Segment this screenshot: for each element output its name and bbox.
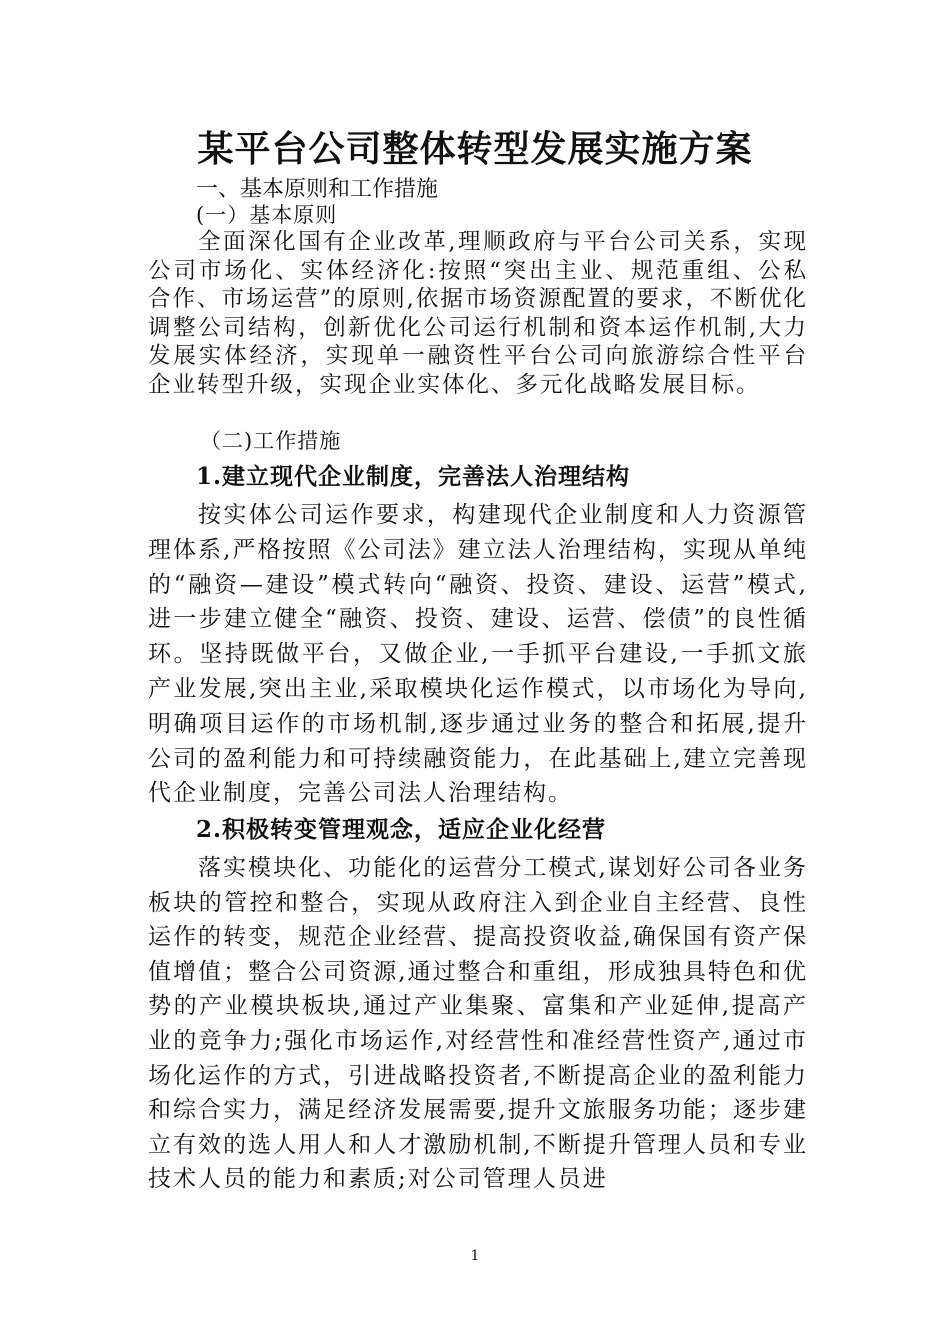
section-heading-principles-measures: 一、基本原则和工作措施 (196, 177, 439, 202)
subsection-heading-basic-principles: (一）基本原则 (196, 203, 338, 227)
paragraph-basic-principles: 全面深化国有企业改革,理顺政府与平台公司关系，实现公司市场化、实体经济化:按照“突出主业、规范重组、公私合作、市场运营”的原则,依据市场资源配置的要求，不断优化调整公司结构，创新优化公司运行机制和资本运作机制,大力发展实体经济，实现单一融资性平台公司向旅游综合性平台企业转型升级，实现企业实体化、多元化战略发展目标。 (148, 229, 808, 398)
paragraph-management-concept: 落实模块化、功能化的运营分工模式,谋划好公司各业务板块的管控和整合，实现从政府注入到企业自主经营、良性运作的转变，规范企业经营、提高投资收益,确保国有资产保值增值；整合公司资源,通过整合和重组，形成独具特色和优势的产业模块板块,通过产业集聚、富集和产业延伸,提高产业的竞争力;强化市场运作,对经营性和准经营性资产,通过市场化运作的方式，引进战略投资者,不断提高企业的盈利能力和综合实力，满足经济发展需要,提升文旅服务功能；逐步建立有效的选人用人和人才激励机制,不断提升管理人员和专业技术人员的能力和素质;对公司管理人员进 (148, 855, 808, 1193)
page-number: 1 (470, 1248, 480, 1264)
subsection-heading-work-measures: （二)工作措施 (200, 429, 342, 453)
item-heading-management-concept: 2.积极转变管理观念，适应企业化经营 (196, 816, 607, 843)
document-title: 某平台公司整体转型发展实施方案 (197, 128, 753, 170)
paragraph-modern-enterprise-system: 按实体公司运作要求，构建现代企业制度和人力资源管理体系,严格按照《公司法》建立法人治理结构，实现从单纯的“融资—建设”模式转向“融资、投资、建设、运营”模式,进一步建立健全“融资、投资、建设、运营、偿债”的良性循环。坚持既做平台，又做企业,一手抓平台建设,一手抓文旅产业发展,突出主业,采取模块化运作模式，以市场化为导向,明确项目运作的市场机制,逐步通过业务的整合和拓展,提升公司的盈利能力和可持续融资能力，在此基础上,建立完善现代企业制度，完善公司法人治理结构。 (148, 502, 808, 807)
item-heading-modern-enterprise-system: 1.建立现代企业制度，完善法人治理结构 (196, 463, 631, 490)
